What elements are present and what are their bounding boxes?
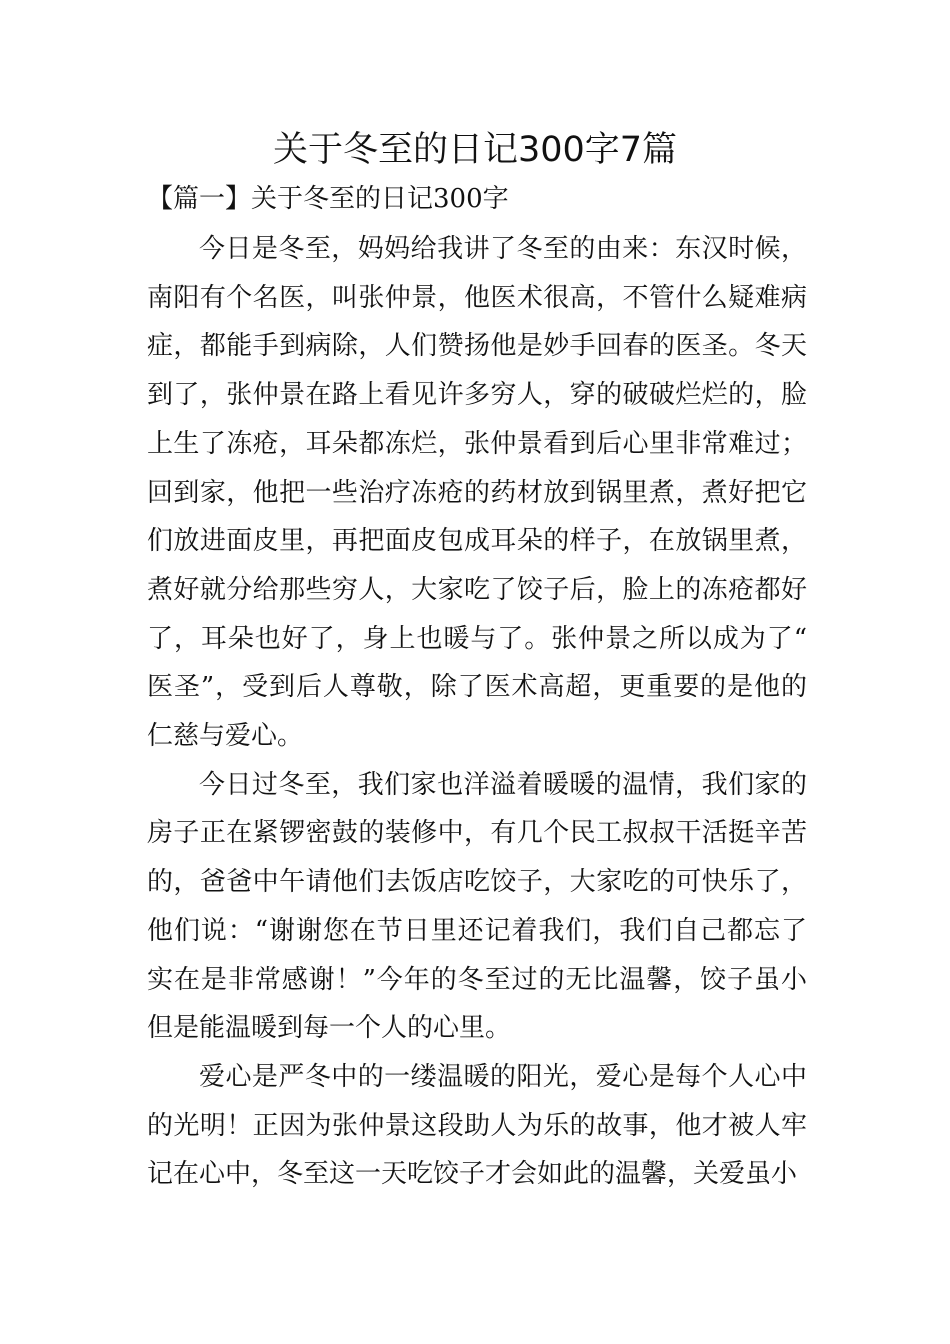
document-title: 关于冬至的日记300字7篇 (272, 130, 678, 170)
paragraph-3: 爱心是严冬中的一缕温暖的阳光，爱心是每个人心中的光明！正因为张仲景这段助人为乐的故事，他才被人牢记在心中，冬至这一天吃饺子才会如此的温馨，关爱虽小 (147, 1061, 807, 1190)
paragraph-2: 今日过冬至，我们家也洋溢着暖暖的温情，我们家的房子正在紧锣密鼓的装修中，有几个民工叔叔干活挺辛苦的，爸爸中午请他们去饭店吃饺子，大家吃的可快乐了，他们说：“谢谢您在节日里还记着我们，我们自己都忘了实在是非常感谢！”今年的冬至过的无比温馨，饺子虽小但是能温暖到每一个人的心里。 (147, 769, 807, 1044)
section-heading: 【篇一】关于冬至的日记300字 (147, 184, 509, 214)
body-text (147, 225, 807, 1199)
paragraph-1: 今日是冬至，妈妈给我讲了冬至的由来：东汉时候，南阳有个名医，叫张仲景，他医术很高，不管什么疑难病症，都能手到病除，人们赞扬他是妙手回春的医圣。冬天到了，张仲景在路上看见许多穷人，穿的破破烂烂的，脸上生了冻疮，耳朵都冻烂，张仲景看到后心里非常难过；回到家，他把一些治疗冻疮的药材放到锅里煮，煮好把它们放进面皮里，再把面皮包成耳朵的样子，在放锅里煮，煮好就分给那些穷人，大家吃了饺子后，脸上的冻疮都好了，耳朵也好了，身上也暖与了。张仲景之所以成为了“医圣”，受到后人尊敬，除了医术高超，更重要的是他的仁慈与爱心。 (147, 234, 807, 752)
